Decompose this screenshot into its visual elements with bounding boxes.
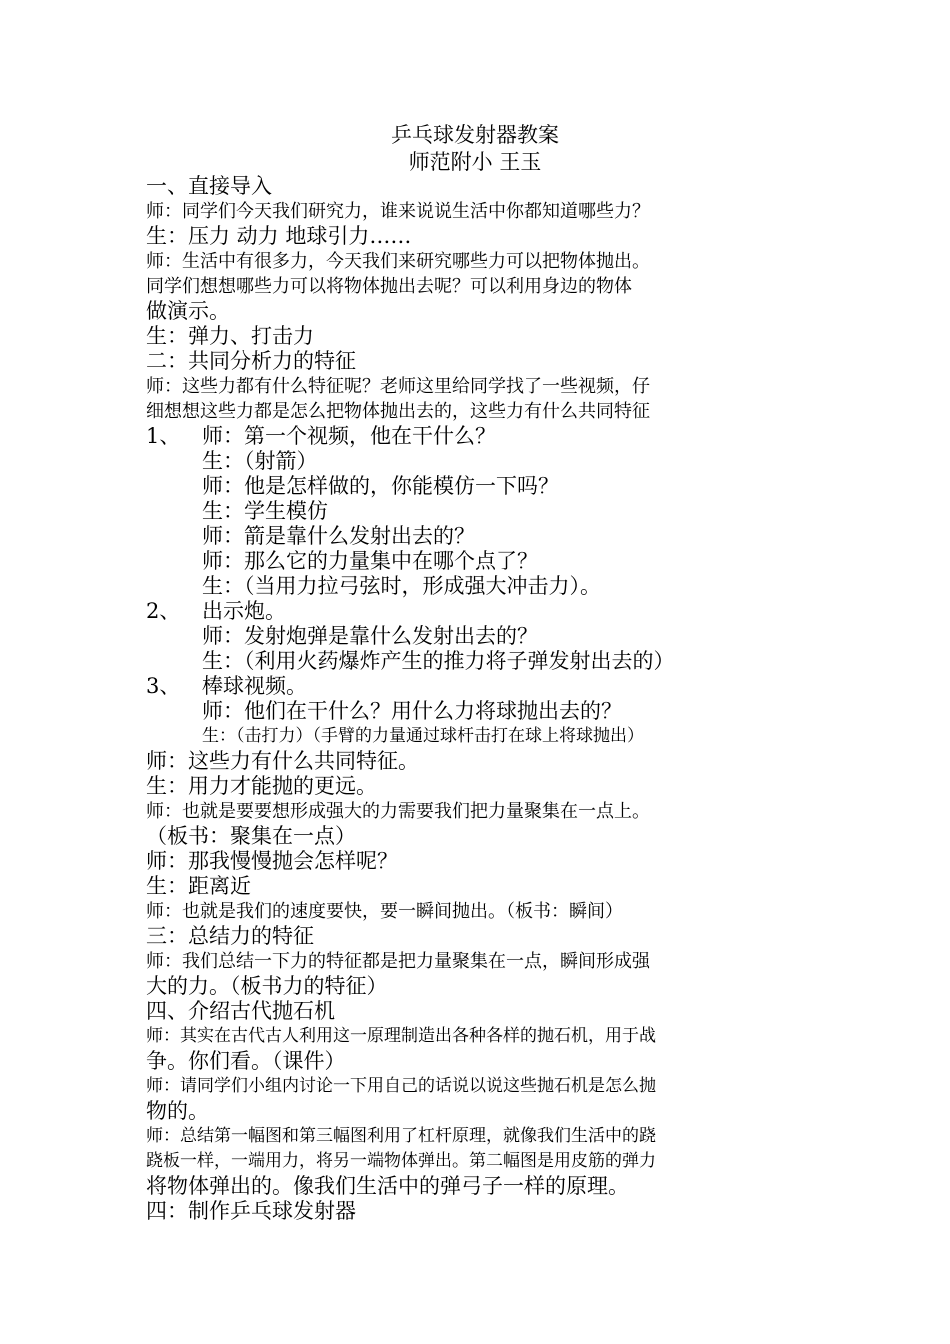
doc-author: 师范附小 王玉 [408,150,542,174]
list-text: 师：第一个视频，他在干什么？ [202,424,496,448]
paragraph-line: 同学们想想哪些力可以将物体抛出去呢？可以利用身边的物体 [146,276,632,297]
paragraph-line: 争。你们看。（课件） [146,1049,346,1073]
doc-body [146,174,810,1224]
list-number: 2、 [146,599,181,623]
paragraph-line: 细想想这些力都是怎么把物体抛出去的，这些力有什么共同特征 [146,401,650,422]
paragraph-line: 师：也就是要要想形成强大的力需要我们把力量聚集在一点上。 [146,801,650,822]
list-text: 出示炮。 [202,599,286,623]
list-subitem: 生：（射箭） [202,449,318,473]
list-subitem: 生：（击打力）（手臂的力量通过球杆击打在球上将球抛出） [202,726,644,746]
paragraph-line: 师：这些力都有什么特征呢？老师这里给同学找了一些视频，仔 [146,376,650,397]
list-number: 1、 [146,424,181,448]
section-heading: 四：制作乒乓球发射器 [146,1199,356,1223]
paragraph-line: 生：压力 动力 地球引力…… [146,224,412,248]
list-subitem: 生：（当用力拉弓弦时，形成强大冲击力）。 [202,574,601,598]
paragraph-line: 做演示。 [146,299,230,323]
paragraph-line: 师：我们总结一下力的特征都是把力量聚集在一点，瞬间形成强 [146,951,650,972]
list-subitem: 师：箭是靠什么发射出去的？ [202,524,475,548]
paragraph-line: 生：用力才能抛的更远。 [146,774,377,798]
paragraph-line: 师：那我慢慢抛会怎样呢？ [146,849,398,873]
paragraph-line: 师：总结第一幅图和第三幅图利用了杠杆原理，就像我们生活中的跷 [146,1126,656,1146]
paragraph-line: 师：也就是我们的速度要快，要一瞬间抛出。（板书：瞬间） [146,901,623,922]
paragraph-line: 大的力。（板书力的特征） [146,974,388,998]
paragraph-line: 师：请同学们小组内讨论一下用自己的话说以说这些抛石机是怎么抛 [146,1076,656,1096]
paragraph-line: 跷板一样，一端用力，将另一端物体弹出。第二幅图是用皮筋的弹力 [146,1151,656,1171]
paragraph-line: 师：生活中有很多力，今天我们来研究哪些力可以把物体抛出。 [146,251,650,272]
list-subitem: 师：那么它的力量集中在哪个点了？ [202,549,538,573]
list-item [146,674,810,699]
paragraph-line: 师：同学们今天我们研究力，谁来说说生活中你都知道哪些力？ [146,201,650,222]
paragraph-line: 生：距离近 [146,874,251,898]
paragraph-line: 师：这些力有什么共同特征。 [146,749,419,773]
list-item [146,424,810,449]
paragraph-line: 师：其实在古代古人利用这一原理制造出各种各样的抛石机，用于战 [146,1026,656,1046]
list-number: 3、 [146,674,181,698]
paragraph-line: 物的。 [146,1099,209,1123]
list-text: 棒球视频。 [202,674,307,698]
section-heading: 四、介绍古代抛石机 [146,999,335,1023]
list-subitem: 师：他们在干什么？用什么力将球抛出去的？ [202,699,622,723]
list-subitem: 生：学生模仿 [202,499,328,523]
section-heading: 二：共同分析力的特征 [146,349,356,373]
section-heading: 三：总结力的特征 [146,924,314,948]
doc-title: 乒乓球发射器教案 [391,123,559,147]
section-heading: 一、直接导入 [146,174,272,198]
list-subitem: 师：他是怎样做的，你能模仿一下吗？ [202,474,559,498]
list-subitem: 师：发射炮弹是靠什么发射出去的？ [202,624,538,648]
list-item [146,599,810,624]
board-note: （板书：聚集在一点） [146,824,356,848]
list-subitem: 生：（利用火药爆炸产生的推力将子弹发射出去的） [202,649,675,673]
paragraph-line: 将物体弹出的。像我们生活中的弹弓子一样的原理。 [146,1174,629,1198]
paragraph-line: 生：弹力、打击力 [146,324,314,348]
